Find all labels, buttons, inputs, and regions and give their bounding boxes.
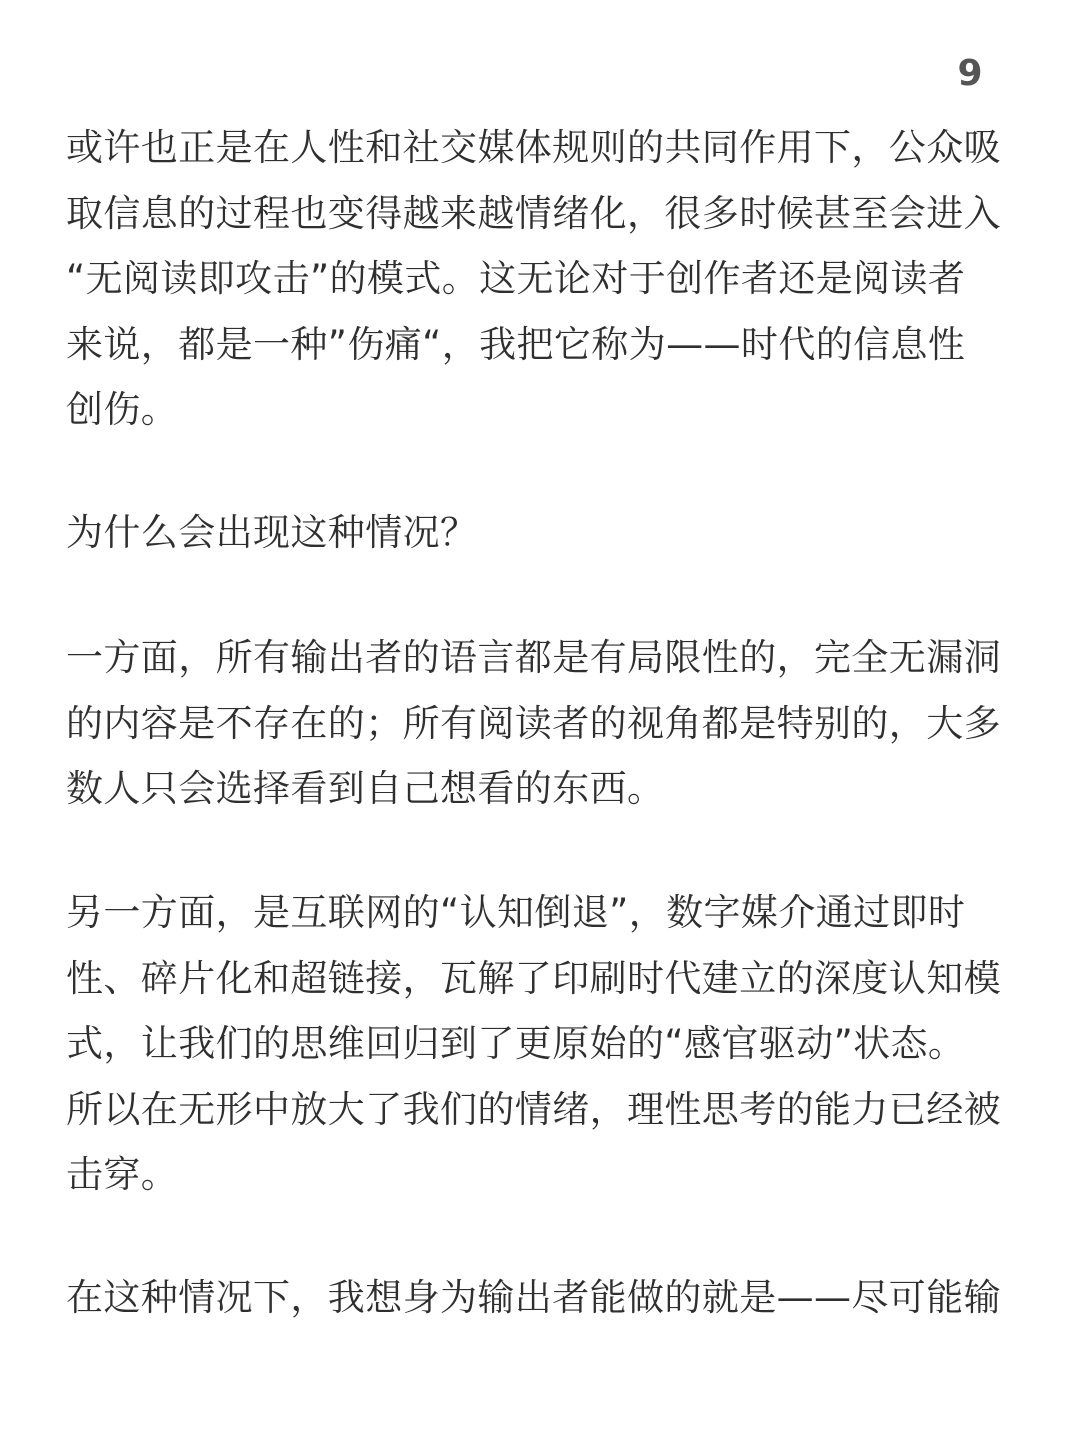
text-line: 或许也正是在人性和社交媒体规则的共同作用下，公众吸 [66,126,1001,169]
text-line: 击穿。 [66,1153,179,1196]
paragraph-information-trauma [66,115,1016,443]
paragraph-conclusion [66,1265,1016,1331]
paragraph-question [66,500,1016,566]
paragraph-one-hand [66,625,1016,822]
text-line: 取信息的过程也变得越来越情绪化，很多时候甚至会进入 [66,191,1001,235]
text-line: 来说，都是一种”伤痛“，我把它称为——时代的信息性 [66,322,966,366]
text-line: 数人只会选择看到自己想看的东西。 [66,767,665,810]
text-line: 创伤。 [66,388,179,431]
page-number: 9 [957,53,983,94]
text-line: 性、碎片化和超链接，瓦解了印刷时代建立的深度认知模 [66,956,1001,1000]
text-line: 在这种情况下，我想身为输出者能做的就是——尽可能输 [66,1276,1001,1319]
text-line: 所以在无形中放大了我们的情绪，理性思考的能力已经被 [66,1087,1001,1131]
text-line: 一方面，所有输出者的语言都是有局限性的，完全无漏洞 [66,636,1001,679]
text-line: 的内容是不存在的；所有阅读者的视角都是特别的，大多 [66,701,1001,745]
text-line: 另一方面，是互联网的“认知倒退”，数字媒介通过即时 [66,891,966,934]
text-line: 式，让我们的思维回归到了更原始的“感官驱动”状态。 [66,1022,966,1065]
paragraph-other-hand [66,880,1016,1208]
text-line: “无阅读即攻击”的模式。这无论对于创作者还是阅读者 [66,257,966,300]
text-line: 为什么会出现这种情况？ [66,511,478,554]
